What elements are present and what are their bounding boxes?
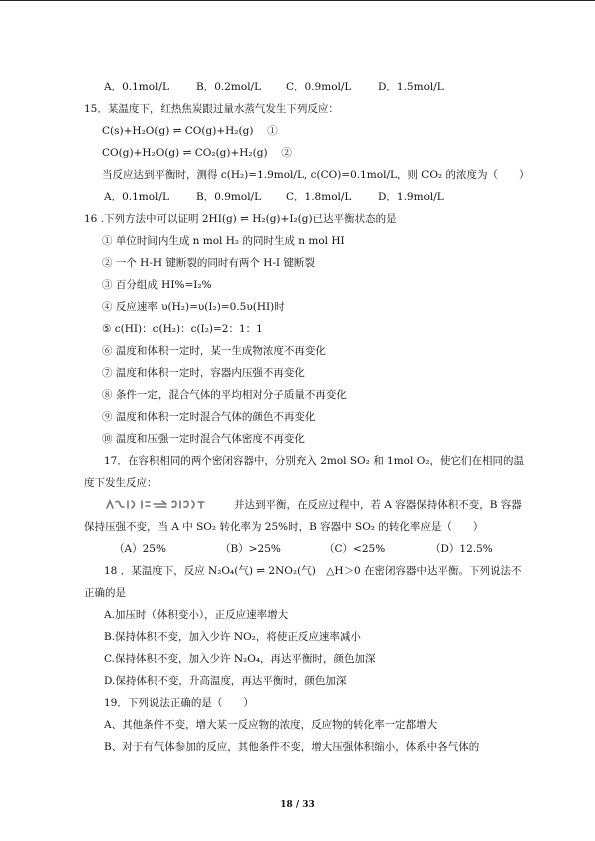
q15-option-d: D．1.9mol/L (378, 191, 444, 203)
q15-equation-2: CO(g)+H₂O(g) ⇌ CO₂(g)+H₂(g) ② (102, 147, 292, 159)
q17-line-1: 17．在容积相同的两个密闭容器中，分别充入 2mol SO₂ 和 1mol O₂，使它们在相同的温 (104, 455, 525, 467)
reaction-equation-image (104, 498, 208, 512)
q18-line-2: 正确的是 (84, 587, 126, 599)
q14-option-c: C．0.9mol/L (286, 81, 352, 93)
q18-option-b: B.保持体积不变，加入少许 NO₂，将使正反应速率减小 (104, 631, 361, 643)
q16-item: ⑩ 温度和压强一定时混合气体密度不再变化 (102, 433, 305, 445)
q17-option-a: （A）25% (114, 543, 166, 555)
q17-option-b: （B）>25% (220, 543, 281, 555)
q19-option-b: B、对于有气体参加的反应，其他条件不变，增大压强体积缩小，体系中各气体的 (104, 741, 480, 753)
q16-item: ⑥ 温度和体积一定时，某一生成物浓度不再变化 (102, 345, 326, 357)
q17-options (114, 542, 493, 556)
q18-option-a: A.加压时（体积变小），正反应速率增大 (104, 609, 289, 621)
q17-line-3 (104, 498, 522, 512)
q16-item: ② 一个 H-H 键断裂的同时有两个 H-I 键断裂 (102, 257, 315, 269)
q15-condition: 当反应达到平衡时，测得 c(H₂)=1.9mol/L, c(CO)=0.1mol/L，则 CO₂ 的浓度为（ ） (102, 169, 530, 181)
q16-item: ⑤ c(HI)：c(H₂)：c(I₂)=2：1：1 (102, 323, 263, 335)
q17-line-4: 保持压强不变，当 A 中 SO₂ 转化率为 25%时，B 容器中 SO₂ 的转化率应是（ ） (84, 521, 484, 533)
q16-item: ⑦ 温度和体积一定时，容器内压强不再变化 (102, 367, 305, 379)
q17-option-c: （C）<25% (324, 543, 386, 555)
q17-option-d: （D）12.5% (430, 543, 493, 555)
q16-item: ③ 百分组成 HI%=I₂% (102, 279, 212, 291)
q19-stem: 19．下列说法正确的是（ ） (104, 697, 254, 709)
q15-option-a: A．0.1mol/L (104, 191, 169, 203)
q14-options (104, 80, 444, 94)
q15-option-b: B．0.9mol/L (196, 191, 262, 203)
q15-stem: 15．某温度下，红热焦炭跟过量水蒸气发生下列反应： (84, 103, 339, 115)
q14-option-d: D．1.5mol/L (378, 81, 444, 93)
q18-option-c: C.保持体积不变，加入少许 N₂O₄，再达平衡时，颜色加深 (104, 653, 376, 665)
q15-option-c: C．1.8mol/L (286, 191, 352, 203)
q16-item: ⑨ 温度和体积一定时混合气体的颜色不再变化 (102, 411, 316, 423)
q15-equation-1: C(s)+H₂O(g) ⇌ CO(g)+H₂(g) ① (102, 125, 278, 137)
q14-option-a: A．0.1mol/L (104, 81, 169, 93)
q16-item: ⑧ 条件一定，混合气体的平均相对分子质量不再变化 (102, 389, 347, 401)
q15-options (104, 190, 444, 204)
q17-line-2: 度下发生反应： (84, 477, 158, 489)
q19-option-a: A、其他条件不变，增大某一反应物的浓度，反应物的转化率一定都增大 (104, 719, 438, 731)
q14-option-b: B．0.2mol/L (196, 81, 262, 93)
q16-stem: 16 .下列方法中可以证明 2HI(g) ⇌ H₂(g)+I₂(g)已达平衡状态的是 (84, 213, 397, 225)
q16-item: ① 单位时间内生成 n mol H₂ 的同时生成 n mol HI (102, 235, 345, 247)
top-rule (0, 0, 595, 1)
q18-option-d: D.保持体积不变，升高温度，再达平衡时，颜色加深 (104, 675, 347, 687)
page-number: 18 / 33 (280, 800, 315, 810)
q16-item: ④ 反应速率 υ(H₂)=υ(I₂)=0.5υ(HI)时 (102, 301, 285, 313)
q17-line-3-text: 并达到平衡，在反应过程中，若 A 容器保持体积不变，B 容器 (234, 499, 522, 511)
q18-line-1: 18 ．某温度下，反应 N₂O₄(气) ⇌ 2NO₂(气) △H＞0 在密闭容器中达平衡。下列说法不 (104, 565, 522, 577)
